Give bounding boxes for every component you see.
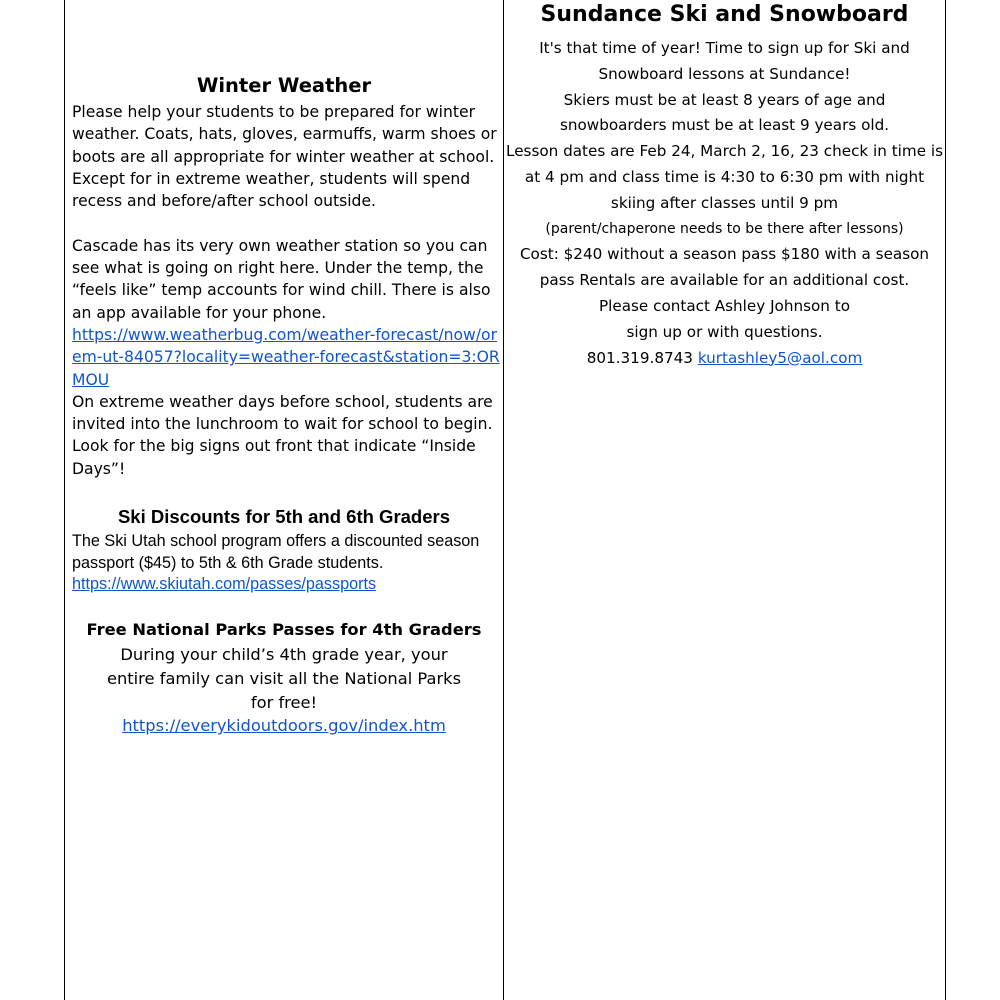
winter-weather-body xyxy=(72,101,502,480)
national-parks-body xyxy=(65,643,503,738)
sundance-phone: 801.319.8743 xyxy=(586,348,693,367)
national-parks-text: During your child’s 4th grade year, your entire family can visit all the National Parks for free! xyxy=(106,645,462,712)
national-parks-title: Free National Parks Passes for 4th Graders xyxy=(86,620,482,639)
ski-discounts-body xyxy=(72,531,502,596)
sundance-email-link[interactable]: kurtashley5@aol.com xyxy=(697,348,863,367)
winter-weather-paragraph-2: Cascade has its very own weather station so you can see what is going on right here. Under the temp, the “feels like” temp accounts for wind chill. There is also an app available for your phone. xyxy=(72,236,491,322)
right-column xyxy=(504,0,945,1000)
national-parks-link-wrap xyxy=(65,714,503,738)
sundance-line-6b: sign up or with questions. xyxy=(626,322,823,341)
sundance-line-5: Cost: $240 without a season pass $180 with a season pass Rentals are available for an additional cost. xyxy=(519,245,930,290)
right-border-line xyxy=(945,0,946,1000)
paragraph-gap xyxy=(72,212,502,234)
weatherbug-link[interactable]: https://www.weatherbug.com/weather-forecast/now/orem-ut-84057?locality=weather-forecast&station=3:ORMOU xyxy=(72,325,500,389)
everykidoutdoors-link[interactable]: https://everykidoutdoors.gov/index.htm xyxy=(122,716,446,736)
sundance-contact xyxy=(504,346,945,372)
winter-weather-paragraph-1: Please help your students to be prepared for winter weather. Coats, hats, gloves, earmuffs, warm shoes or boots are all appropriate for winter weather at school. Except for in extreme weather, students will spend recess and before/after school outside. xyxy=(72,103,497,211)
sundance-line-1: It's that time of year! Time to sign up for Ski and Snowboard lessons at Sundance! xyxy=(539,39,910,83)
ski-discounts-text: The Ski Utah school program offers a discounted season passport ($45) to 5th & 6th Grade students. xyxy=(72,532,480,572)
sundance-line-2: Skiers must be at least 8 years of age and snowboarders must be at least 9 years old. xyxy=(559,90,890,135)
sundance-line-6a: Please contact Ashley Johnson to xyxy=(598,296,850,315)
winter-weather-title: Winter Weather xyxy=(196,74,372,97)
ski-discounts-title: Ski Discounts for 5th and 6th Graders xyxy=(117,506,451,527)
left-column xyxy=(65,0,503,1000)
skiutah-link[interactable]: https://www.skiutah.com/passes/passports xyxy=(72,575,377,593)
weather-station-link-wrap xyxy=(72,324,502,391)
sundance-line-3: Lesson dates are Feb 24, March 2, 16, 23 check in time is at 4 pm and class time is 4:30 to 6:30 pm with night skiing after classes until 9 pm xyxy=(506,142,943,212)
sundance-title: Sundance Ski and Snowboard xyxy=(540,2,909,27)
sundance-line-4: (parent/chaperone needs to be there after lessons) xyxy=(545,220,904,237)
winter-weather-paragraph-3: On extreme weather days before school, students are invited into the lunchroom to wait for school to begin. Look for the big signs out front that indicate “Inside Days”! xyxy=(72,392,493,478)
sundance-body xyxy=(504,36,945,371)
